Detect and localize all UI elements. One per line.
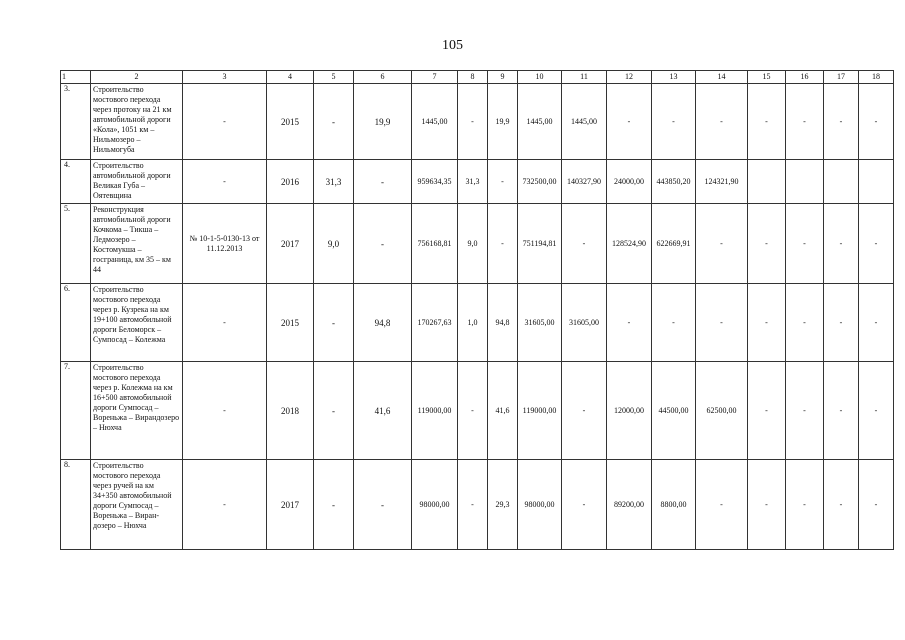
data-cell: 8800,00 (652, 460, 696, 550)
data-cell: - (354, 160, 412, 204)
header-cell: 7 (412, 71, 458, 84)
data-cell: - (786, 284, 824, 362)
data-cell: 29,3 (488, 460, 518, 550)
data-cell: 24000,00 (607, 160, 652, 204)
data-cell: - (314, 284, 354, 362)
data-cell: - (859, 362, 894, 460)
data-cell: 2017 (267, 460, 314, 550)
data-cell: - (824, 362, 859, 460)
data-cell: - (314, 84, 354, 160)
data-cell: - (458, 362, 488, 460)
data-cell: 959634,35 (412, 160, 458, 204)
data-cell: - (859, 284, 894, 362)
row-number: 4. (61, 160, 91, 204)
header-cell: 14 (696, 71, 748, 84)
data-cell: 41,6 (488, 362, 518, 460)
data-cell: - (696, 460, 748, 550)
header-cell: 16 (786, 71, 824, 84)
data-cell: 170267,63 (412, 284, 458, 362)
data-cell: 9,0 (314, 204, 354, 284)
table-row (61, 460, 894, 550)
data-cell: 12000,00 (607, 362, 652, 460)
data-cell: - (183, 362, 267, 460)
data-cell: - (314, 460, 354, 550)
data-cell: 94,8 (354, 284, 412, 362)
row-number: 5. (61, 204, 91, 284)
data-cell: 622669,91 (652, 204, 696, 284)
data-cell: - (354, 204, 412, 284)
object-name: Строительство автомобильной дороги Великая Губа – Оятевщина (91, 160, 183, 204)
data-cell: 1445,00 (412, 84, 458, 160)
data-cell: 1,0 (458, 284, 488, 362)
data-cell: - (748, 204, 786, 284)
data-cell: - (607, 84, 652, 160)
header-cell: 6 (354, 71, 412, 84)
table-row (61, 84, 894, 160)
data-cell: - (786, 362, 824, 460)
data-cell: - (859, 204, 894, 284)
data-cell: 756168,81 (412, 204, 458, 284)
data-cell: 9,0 (458, 204, 488, 284)
data-cell: 31605,00 (562, 284, 607, 362)
data-cell: 2018 (267, 362, 314, 460)
row-number: 7. (61, 362, 91, 460)
data-cell: 41,6 (354, 362, 412, 460)
data-cell: 31,3 (458, 160, 488, 204)
data-cell: - (354, 460, 412, 550)
row-number: 3. (61, 84, 91, 160)
header-cell: 4 (267, 71, 314, 84)
header-cell: 9 (488, 71, 518, 84)
data-cell: - (824, 284, 859, 362)
data-cell: - (696, 284, 748, 362)
data-cell: 124321,90 (696, 160, 748, 204)
data-cell: - (562, 362, 607, 460)
data-cell: 98000,00 (518, 460, 562, 550)
header-cell: 17 (824, 71, 859, 84)
data-cell: 19,9 (354, 84, 412, 160)
data-cell: - (696, 84, 748, 160)
data-cell: - (562, 460, 607, 550)
data-cell: 443850,20 (652, 160, 696, 204)
data-cell: - (859, 84, 894, 160)
object-name: Строительство мостового перехода через р. Кузрека на км 19+100 автомобильной дороги Беломорск – Сумпосад – Колежма (91, 284, 183, 362)
header-cell: 3 (183, 71, 267, 84)
data-cell: - (183, 160, 267, 204)
data-cell: 119000,00 (518, 362, 562, 460)
data-cell: 2015 (267, 84, 314, 160)
table-row (61, 204, 894, 284)
header-cell: 8 (458, 71, 488, 84)
data-cell: - (824, 84, 859, 160)
data-cell: 140327,90 (562, 160, 607, 204)
header-cell: 2 (91, 71, 183, 84)
table-row (61, 160, 894, 204)
data-cell: - (488, 204, 518, 284)
header-cell: 12 (607, 71, 652, 84)
page-number: 105 (442, 38, 463, 53)
data-cell: 89200,00 (607, 460, 652, 550)
header-cell: 11 (562, 71, 607, 84)
data-cell (786, 160, 824, 204)
data-cell: - (786, 84, 824, 160)
header-cell: 15 (748, 71, 786, 84)
data-cell: 128524,90 (607, 204, 652, 284)
data-cell: - (652, 284, 696, 362)
data-cell: - (786, 204, 824, 284)
header-cell: 5 (314, 71, 354, 84)
data-cell: - (183, 284, 267, 362)
data-cell: 44500,00 (652, 362, 696, 460)
data-cell: - (458, 84, 488, 160)
header-cell: 13 (652, 71, 696, 84)
data-cell: 31,3 (314, 160, 354, 204)
data-table (60, 70, 894, 550)
data-cell: 1445,00 (562, 84, 607, 160)
data-cell: - (183, 84, 267, 160)
data-cell (824, 160, 859, 204)
data-cell: 94,8 (488, 284, 518, 362)
row-number: 6. (61, 284, 91, 362)
data-cell: - (748, 362, 786, 460)
data-cell: - (183, 460, 267, 550)
data-cell: 1445,00 (518, 84, 562, 160)
object-name: Реконструкция автомобильной дороги Кочкома – Тикша – Ледмозеро – Костомукша – госграница, км 35 – км 44 (91, 204, 183, 284)
object-name: Строительство мостового перехода через протоку на 21 км автомобильной дороги «Кола», 1051 км – Нильмозеро – Нильмогуба (91, 84, 183, 160)
data-cell: 98000,00 (412, 460, 458, 550)
data-cell: - (696, 204, 748, 284)
data-cell: 62500,00 (696, 362, 748, 460)
data-cell: 2015 (267, 284, 314, 362)
header-cell: 18 (859, 71, 894, 84)
header-cell: 10 (518, 71, 562, 84)
data-cell: - (786, 460, 824, 550)
data-cell: 2016 (267, 160, 314, 204)
data-cell: 2017 (267, 204, 314, 284)
object-name: Строительство мостового перехода через р. Колежма на км 16+500 автомобильной дороги Сумпосад – Вореньжа – Вирандозеро – Нюхча (91, 362, 183, 460)
data-cell: - (859, 460, 894, 550)
data-cell: - (314, 362, 354, 460)
data-cell: - (748, 284, 786, 362)
data-cell: - (824, 460, 859, 550)
data-cell (748, 160, 786, 204)
table-row (61, 362, 894, 460)
data-cell: - (607, 284, 652, 362)
row-number: 8. (61, 460, 91, 550)
data-cell: - (458, 460, 488, 550)
data-cell: № 10-1-5-0130-13 от 11.12.2013 (183, 204, 267, 284)
data-cell: 119000,00 (412, 362, 458, 460)
data-cell: 751194,81 (518, 204, 562, 284)
data-cell: 31605,00 (518, 284, 562, 362)
data-cell: - (748, 460, 786, 550)
data-cell: - (824, 204, 859, 284)
data-cell: - (748, 84, 786, 160)
object-name: Строительство мостового перехода через ручей на км 34+350 автомобильной дороги Сумпосад – Вореньжа – Виран-дозеро – Нюхча (91, 460, 183, 550)
data-cell: 732500,00 (518, 160, 562, 204)
data-cell: - (488, 160, 518, 204)
header-cell: 1 (61, 71, 91, 84)
data-cell (859, 160, 894, 204)
data-cell: - (652, 84, 696, 160)
table-row (61, 284, 894, 362)
data-cell: - (562, 204, 607, 284)
header-row (61, 71, 894, 84)
data-cell: 19,9 (488, 84, 518, 160)
